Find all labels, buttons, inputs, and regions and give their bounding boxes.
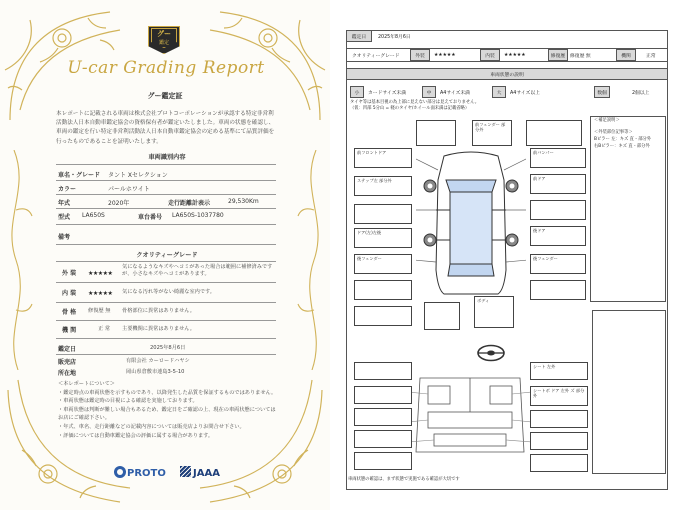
notes-panel	[592, 310, 666, 474]
interior-stars: ★★★★★	[88, 290, 113, 297]
damage-label-box	[354, 306, 412, 326]
year-value: 2020年	[108, 200, 130, 207]
grade-engine-value: 正常	[646, 53, 656, 59]
note-item: ・車両状態は判断が難しい場合もあるため、鑑定日をご確認の上、現在の車両状態についてはお店にご確認下さい。	[58, 406, 276, 422]
odometer-value: 29,530Km	[228, 198, 259, 205]
legend-medium-desc: A4サイズ未満	[440, 90, 470, 96]
certificate-intro: 本レポートに記載される車両は株式会社プロトコーポレーションが承認する特定非営利活動法人日本自動車鑑定協会の資格保有者が鑑定いたしました。車両の状態を確認し、車両の鑑定を行い特定非営利活動法人日本自動車鑑定協会の定める基準にて品質評価を行ったものであることを証明いたします。	[56, 111, 275, 145]
exterior-note: 気になるようなキズやヘコミがあった場合は範囲に補修済みですが、小さなキズやヘコミがあります。	[122, 264, 273, 277]
vin-value: LA650S-1037780	[172, 212, 224, 219]
frame-label: 骨 格	[62, 309, 77, 316]
legend-note-1: タイヤ等は基本目視の為上部に見えない部分は見えておりません。	[350, 100, 480, 105]
damage-label-box	[354, 204, 412, 224]
divider	[56, 261, 276, 262]
dealer-value: 有限会社 カーロードハヤシ	[126, 358, 190, 364]
color-value: パールホワイト	[108, 186, 150, 193]
inspection-sheet	[330, 0, 680, 510]
remarks-line: Bピラー 左：キズ 直 - 部分外	[594, 137, 652, 142]
remarks-label: ＜補足説明＞	[594, 118, 620, 123]
report-notes	[58, 380, 278, 440]
ornament-side-left	[0, 150, 40, 370]
interior-note: 気になる汚れ等がない綺麗な室内です。	[122, 289, 215, 295]
frame-value: 修復歴 無	[88, 308, 111, 314]
remarks-label: 備考	[58, 234, 71, 241]
legend-note-2: （仮：凹部 5分山 = 軽のタイヤ/ホイール面未満は記載省略）	[350, 106, 470, 111]
grade-repair-value: 修復歴 無	[570, 53, 591, 59]
divider	[56, 208, 276, 209]
grading-certificate	[0, 0, 330, 510]
address-label: 所在地	[58, 370, 77, 377]
interior-label: 内 装	[62, 290, 77, 297]
legend-large-label: 大	[492, 86, 506, 98]
engine-value: 正 常	[98, 326, 111, 332]
grade-exterior-stars: ★★★★★	[434, 52, 456, 58]
damage-label-box: 前フェンダー 部分外	[472, 120, 512, 146]
damage-label-box: ドア(左)左後	[354, 228, 412, 248]
inspection-date-value: 2025年8月6日	[150, 345, 186, 351]
exterior-label: 外 装	[62, 270, 77, 277]
damage-label-box: 前ドア	[530, 174, 586, 194]
car-interior-diagram	[410, 372, 530, 458]
grade-exterior-label: 外装	[410, 49, 430, 61]
grade-engine-label: 機関	[616, 49, 636, 61]
divider	[56, 244, 276, 245]
divider	[56, 282, 276, 283]
damage-label-box: ボディ	[474, 296, 514, 328]
note-item: ・評価については自動車鑑定協会の評価に属する場合があります。	[58, 432, 214, 439]
damage-label-box: シート 左外	[530, 362, 588, 380]
jaaa-logo-icon	[180, 466, 191, 477]
proto-logo-icon	[114, 466, 126, 478]
badge-main-text: グー	[157, 30, 171, 38]
jaaa-logo-text: JAAA	[193, 468, 220, 479]
proto-logo	[114, 466, 166, 479]
ornament-side-right	[290, 150, 330, 370]
odometer-label: 走行距離計表示	[168, 200, 211, 207]
damage-label-box	[530, 432, 588, 450]
inspection-date-label: 鑑定日	[58, 346, 77, 353]
jaaa-logo	[180, 466, 220, 479]
frame-note: 骨格部位に異常はありません。	[122, 308, 195, 314]
model-label: 車名・グレード	[58, 172, 101, 179]
sheet-date-value: 2025年8月6日	[378, 34, 411, 40]
state-section-title: 車両状態の説明	[346, 68, 668, 80]
color-label: カラー	[58, 186, 77, 193]
engine-note: 主要機関に異常はありません。	[122, 326, 195, 332]
vehicle-section-title: 車両識別内容	[148, 154, 186, 161]
vin-label: 車台番号	[138, 214, 163, 221]
damage-label-box	[354, 386, 412, 404]
quality-section-title: クオリティーグレード	[136, 252, 198, 259]
dealer-label: 販売店	[58, 359, 77, 366]
note-item: ・年式、車名、走行距離などの記載内容については販売店よりお問合せ下さい。	[58, 423, 245, 430]
damage-label-box: 後ドア	[530, 226, 586, 246]
damage-label-box	[354, 430, 412, 448]
car-top-view-diagram	[416, 150, 526, 300]
damage-label-box: 後フェンダー	[354, 254, 412, 274]
damage-label-box: 前フロントドア	[354, 148, 412, 168]
sheet-footer: 車両状態の確認は、まず状態で実施である確認が大切です	[348, 477, 460, 482]
damage-label-box	[530, 410, 588, 428]
divider	[56, 354, 276, 355]
damage-label-box	[354, 362, 412, 380]
notes-title: ＜本レポートについて＞	[58, 381, 115, 387]
legend-small-desc: カードサイズ未満	[368, 90, 406, 96]
proto-logo-text: PROTO	[127, 468, 166, 479]
legend-small-label: 小	[350, 86, 364, 98]
legend-large-desc: A4サイズ以上	[510, 90, 540, 96]
certificate-title: U-car Grading Report	[67, 58, 265, 78]
legend-multiple-label: 数個	[594, 86, 610, 98]
grade-row-title: クオリティーグレード	[352, 53, 400, 59]
sheet-date-label: 鑑定日	[346, 30, 372, 42]
model-value: タント Xセレクション	[108, 172, 168, 179]
damage-label-box: ステップ左 部分外	[354, 176, 412, 196]
grade-interior-label: 内装	[480, 49, 500, 61]
note-item: ・鑑定時点の車両状態を示すものであり、以降発生した品質を保証するものではありません。	[58, 389, 277, 396]
damage-label-box	[530, 454, 588, 472]
note-item: ・車両状態は鑑定時の目視による確認を実施しております。	[58, 398, 198, 405]
type-label: 型式	[58, 214, 71, 221]
grade-repair-label: 修復歴	[548, 49, 568, 61]
damage-label-box	[354, 280, 412, 300]
damage-label-box	[526, 120, 582, 146]
divider	[56, 320, 276, 321]
type-value: LA650S	[82, 212, 105, 219]
damage-label-box	[424, 302, 460, 330]
damage-label-box	[530, 280, 586, 300]
divider	[56, 164, 276, 165]
damage-label-box: 前バンパー	[530, 148, 586, 168]
divider	[56, 338, 276, 339]
damage-label-box	[530, 200, 586, 220]
badge-sub-text: 鑑定	[158, 40, 169, 46]
year-label: 年式	[58, 200, 71, 207]
grade-interior-stars: ★★★★★	[504, 52, 526, 58]
certificate-name: グー鑑定証	[147, 92, 183, 100]
divider	[56, 224, 276, 225]
steering-wheel-icon	[476, 344, 506, 362]
legend-medium-label: 中	[422, 86, 436, 98]
divider	[56, 180, 276, 181]
divider	[56, 302, 276, 303]
damage-label-box	[354, 408, 412, 426]
remarks-line: 右Bピラー：キズ 直 - 部分外	[594, 144, 650, 149]
remarks-line: ＜外装部位記事等＞	[594, 130, 633, 135]
divider	[56, 194, 276, 195]
damage-label-box	[416, 120, 456, 146]
engine-label: 機 関	[62, 327, 77, 334]
damage-label-box: シートボ ドア 左外 ズ 部分外	[530, 386, 588, 406]
address-value: 岡山県倉敷市連島3-5-10	[126, 369, 185, 375]
exterior-stars: ★★★★★	[88, 270, 113, 277]
legend-multiple-desc: 2個以上	[632, 90, 650, 96]
goo-badge-logo	[148, 26, 180, 54]
damage-label-box	[354, 452, 412, 470]
damage-label-box: 後フェンダー	[530, 254, 586, 274]
